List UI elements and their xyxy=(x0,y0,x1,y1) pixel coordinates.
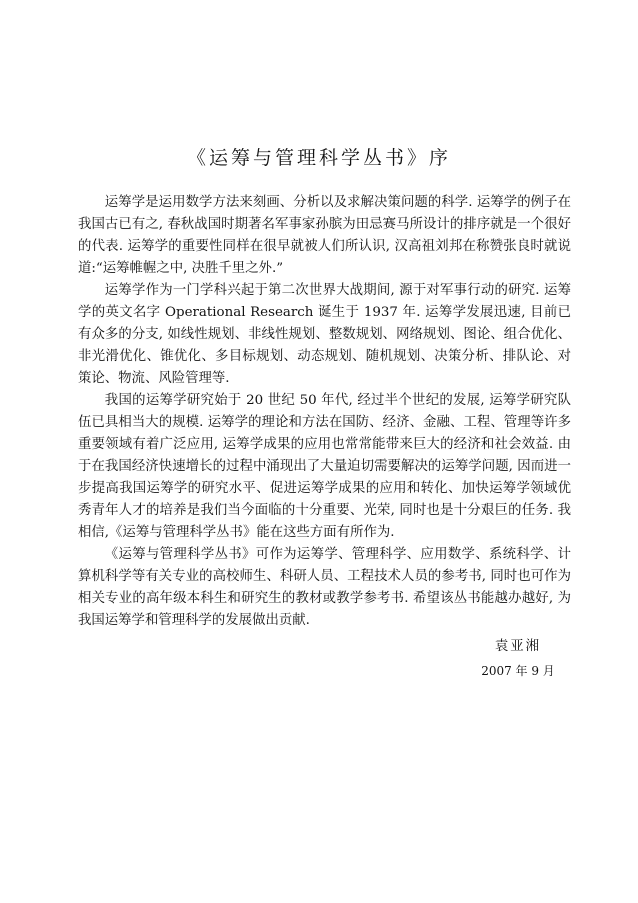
preface-date: 2007 年 9 月 xyxy=(481,664,555,678)
preface-body xyxy=(78,192,571,632)
author-signature: 袁亚湘 xyxy=(494,639,542,654)
preface-paragraph-3: 我国的运筹学研究始于 20 世纪 50 年代, 经过半个世纪的发展, 运筹学研究队伍已具相当大的规模. 运筹学的理论和方法在国防、经济、金融、工程、管理等许多重要领域有着广泛应用, 运筹学成果的应用也常常能带来巨大的经济和社会效益. 由于在我国经济快速增长的过程中涌现出了大量迫切需要解决的运筹学问题, 因而进一步提高我国运筹学的研究水平、促进运筹学成果的应用和转化、加快运筹学领域优秀青年人才的培养是我们当今面临的十分重要、光荣, 同时也是十分艰巨的任务. 我相信,《运筹与管理科学丛书》能在这些方面有所作为. xyxy=(78,393,571,540)
preface-paragraph-4: 《运筹与管理科学丛书》可作为运筹学、管理科学、应用数学、系统科学、计算机科学等有关专业的高校师生、科研人员、工程技术人员的参考书, 同时也可作为相关专业的高年级本科生和研究生的教材或教学参考书. 希望该丛书能越办越好, 为我国运筹学和管理科学的发展做出贡献. xyxy=(78,547,571,628)
preface-paragraph-2: 运筹学作为一门学科兴起于第二次世界大战期间, 源于对军事行动的研究. 运筹学的英文名字 Operational Research 诞生于 1937 年. 运筹学发展迅速, 目前已有众多的分支, 如线性规划、非线性规划、整数规划、网络规划、图论、组合优化、非光滑优化、锥优化、多目标规划、动态规划、随机规划、决策分析、排队论、对策论、物流、风险管理等. xyxy=(78,283,571,386)
preface-paragraph-1: 运筹学是运用数学方法来刻画、分析以及求解决策问题的科学. 运筹学的例子在我国古已有之, 春秋战国时期著名军事家孙膑为田忌赛马所设计的排序就是一个很好的代表. 运筹学的重要性同样在很早就被人们所认识, 汉高祖刘邦在称赞张良时就说道:“运筹帷幄之中, 决胜千里之外.” xyxy=(78,195,571,276)
preface-title: 《运筹与管理科学丛书》序 xyxy=(186,147,451,169)
